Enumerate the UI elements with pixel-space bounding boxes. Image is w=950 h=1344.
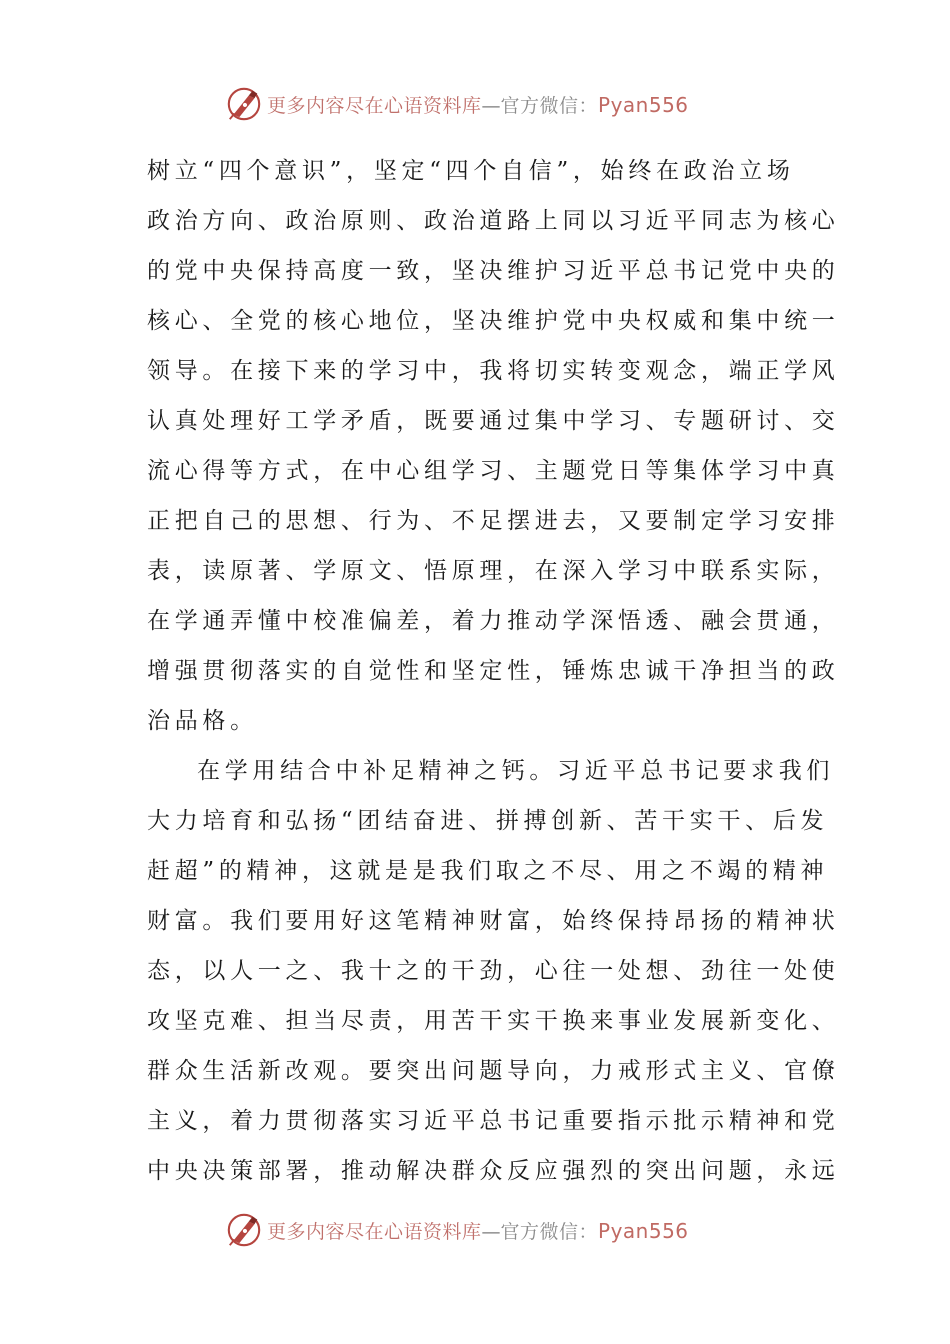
text-line: 治品格。 xyxy=(147,708,258,734)
banner-wechat-label: 官方微信： xyxy=(500,94,599,117)
text-line: 正把自己的思想、行为、不足摆进去，又要制定学习安排 xyxy=(147,508,840,534)
text-line: 财富。我们要用好这笔精神财富，始终保持昂扬的精神状 xyxy=(147,908,840,934)
text-line: 中央决策部署，推动解决群众反应强烈的突出问题，永远 xyxy=(147,1158,840,1184)
text-line: 流心得等方式，在中心组学习、主题党日等集体学习中真 xyxy=(147,458,840,484)
text-line: 的党中央保持高度一致，坚决维护习近平总书记党中央的 xyxy=(147,258,840,284)
banner-separator: — xyxy=(481,1220,501,1243)
pen-nib-logo-icon xyxy=(225,85,263,123)
text-line: 政治方向、政治原则、政治道路上同以习近平同志为核心 xyxy=(147,208,840,234)
banner-separator: — xyxy=(481,94,501,117)
text-line: 表，读原著、学原文、悟原理，在深入学习中联系实际， xyxy=(147,558,840,584)
text-line: 主义，着力贯彻落实习近平总书记重要指示批示精神和党 xyxy=(147,1108,840,1134)
banner-wechat-label: 官方微信： xyxy=(500,1220,599,1243)
text-line: 赶超”的精神，这就是是我们取之不尽、用之不竭的精神 xyxy=(147,858,829,884)
header-watermark-banner xyxy=(225,82,745,126)
text-line: 增强贯彻落实的自觉性和坚定性，锤炼忠诚干净担当的政 xyxy=(147,658,840,684)
banner-wechat-id: Pyan556 xyxy=(598,92,689,117)
text-line: 大力培育和弘扬“团结奋进、拼搏创新、苦干实干、后发 xyxy=(147,808,829,834)
text-line: 在学用结合中补足精神之钙。习近平总书记要求我们 xyxy=(197,758,835,784)
footer-watermark-banner xyxy=(225,1208,745,1252)
text-line: 认真处理好工学矛盾，既要通过集中学习、专题研讨、交 xyxy=(147,408,840,434)
pen-nib-logo-icon xyxy=(225,1211,263,1249)
text-line: 态，以人一之、我十之的干劲，心往一处想、劲往一处使 xyxy=(147,958,840,984)
article-body xyxy=(147,146,840,1196)
banner-wechat-id: Pyan556 xyxy=(598,1218,689,1243)
text-line: 核心、全党的核心地位，坚决维护党中央权威和集中统一 xyxy=(147,308,840,334)
text-line: 攻坚克难、担当尽责，用苦干实干换来事业发展新变化、 xyxy=(147,1008,840,1034)
banner-main-text: 更多内容尽在心语资料库 xyxy=(267,94,482,117)
text-line: 在学通弄懂中校准偏差，着力推动学深悟透、融会贯通， xyxy=(147,608,840,634)
text-line: 树立“四个意识”，坚定“四个自信”，始终在政治立场 xyxy=(147,158,795,184)
text-line: 领导。在接下来的学习中，我将切实转变观念，端正学风 xyxy=(147,358,840,384)
text-line: 群众生活新改观。要突出问题导向，力戒形式主义、官僚 xyxy=(147,1058,840,1084)
banner-main-text: 更多内容尽在心语资料库 xyxy=(267,1220,482,1243)
